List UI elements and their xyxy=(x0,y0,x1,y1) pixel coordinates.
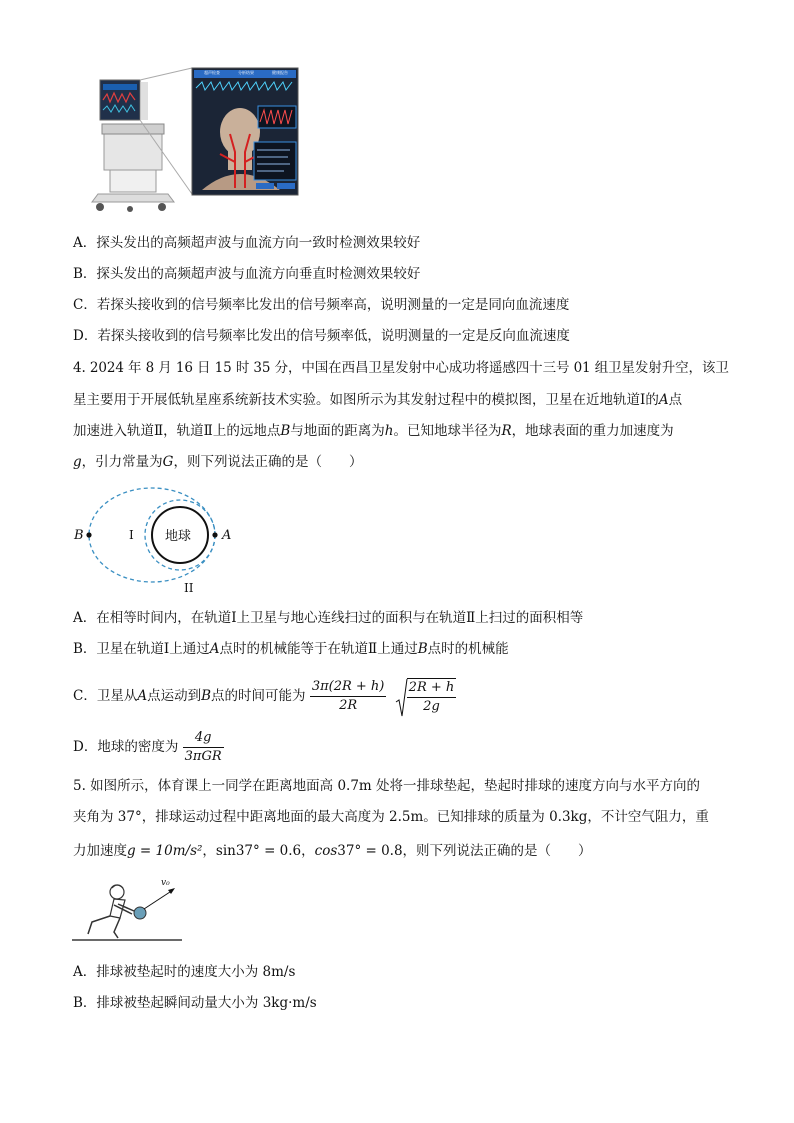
q4-option-c: C．卫星从A点运动到B点的时间可能为 $\frac{3\pi(2R + h)}{2R}$ $\frac{2R + h}{2g}$ xyxy=(73,679,455,714)
label-orbit-i: I xyxy=(129,528,134,542)
device-tab-2: 分析结果 xyxy=(238,70,254,75)
device-tab-3: 健康报告 xyxy=(272,70,288,75)
label-orbit-ii: II xyxy=(184,581,194,595)
opt-d-fraction: $\frac{4g}{\text{3πGR}}$ xyxy=(184,730,222,764)
label-b: B xyxy=(74,528,84,543)
ultrasound-machine-illustration xyxy=(90,62,302,217)
device-panel-tabs xyxy=(195,69,297,77)
q5-stem-line3: 力加速度g = 10m/s²，sin37° = 0.6，cos37° = 0.8，则下列说法正确的是（ ） xyxy=(73,843,592,859)
q3-option-b: B．探头发出的高频超声波与血流方向垂直时检测效果较好 xyxy=(73,266,421,282)
opt-c-fraction: $\frac{3\pi(2R + h)}{2R}$ xyxy=(311,679,385,713)
q4-stem-line4: g，引力常量为G，则下列说法正确的是（ ） xyxy=(73,454,363,470)
opt-c-sqrt: $\frac{2R + h}{2g}$ xyxy=(395,678,457,716)
orbit-figure xyxy=(70,480,250,600)
q3-option-c: C．若探头接收到的信号频率比发出的信号频率高，说明测量的一定是同向血流速度 xyxy=(73,297,570,313)
q5-stem-line2: 夹角为 37°，排球运动过程中距离地面的最大高度为 2.5m。已知排球的质量为 0.3kg，不计空气阻力，重 xyxy=(73,809,709,825)
volleyball-illustration xyxy=(70,878,188,946)
q4-option-b: B．卫星在轨道Ⅰ上通过A点时的机械能等于在轨道Ⅱ上通过B点时的机械能 xyxy=(73,641,509,657)
ultrasound-device-figure xyxy=(90,62,302,217)
q3-option-a: A．探头发出的高频超声波与血流方向一致时检测效果较好 xyxy=(73,235,421,251)
q5-stem-line1: 5. 如图所示，体育课上一同学在距离地面高 0.7m 处将一排球垫起，垫起时排球的速度方向与水平方向的 xyxy=(73,778,701,794)
label-a: A xyxy=(222,528,232,543)
q4-stem-line3: 加速进入轨道Ⅱ，轨道Ⅱ上的远地点B与地面的距离为h。已知地球半径为R，地球表面的重力加速度为 xyxy=(73,423,674,439)
earth-label: 地球 xyxy=(165,529,192,544)
device-tab-1: 超声检查 xyxy=(204,70,220,75)
q4-option-d: D．地球的密度为 $\frac{4g}{\text{3πGR}}$ xyxy=(73,730,222,764)
q4-stem-line2: 星主要用于开展低轨星座系统新技术实验。如图所示为其发射过程中的模拟图，卫星在近地轨道Ⅰ的A点 xyxy=(73,392,683,408)
q5-option-b: B．排球被垫起瞬间动量大小为 3kg·m/s xyxy=(73,995,317,1011)
v0-label: v₀ xyxy=(161,878,170,888)
q4-option-a: A．在相等时间内，在轨道Ⅰ上卫星与地心连线扫过的面积与在轨道Ⅱ上扫过的面积相等 xyxy=(73,610,584,626)
volleyball-figure xyxy=(70,878,188,946)
q3-option-d: D．若探头接收到的信号频率比发出的信号频率低，说明测量的一定是反向血流速度 xyxy=(73,328,570,344)
point-a xyxy=(212,532,217,537)
q5-option-a: A．排球被垫起时的速度大小为 8m/s xyxy=(73,964,296,980)
point-b xyxy=(86,532,91,537)
q4-stem-line1: 4. 2024 年 8 月 16 日 15 时 35 分，中国在西昌卫星发射中心成功将遥感四十三号 01 组卫星发射升空，该卫 xyxy=(73,360,729,376)
